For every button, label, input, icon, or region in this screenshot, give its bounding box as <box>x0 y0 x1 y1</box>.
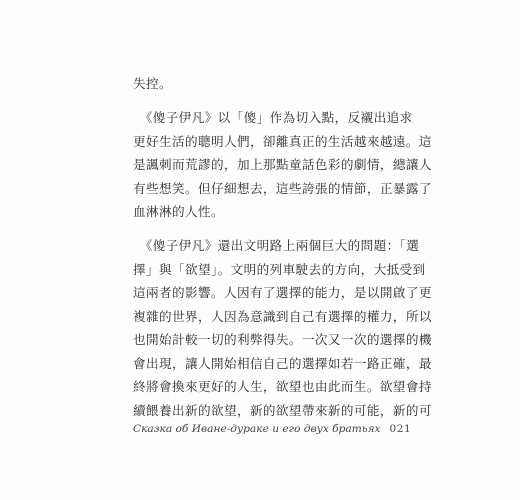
running-title: Сказка об Иване-дураке и его двух братьях <box>133 423 381 435</box>
body-text <box>133 72 432 422</box>
text-line: 複雜的世界，人因為意識到自己有選擇的權力，所以 <box>133 308 432 324</box>
text-line: 是諷刺而荒謬的，加上那點童話色彩的劇情，總讓人 <box>133 157 432 172</box>
text-line: 血淋淋的人性。 <box>133 204 224 219</box>
text-line: 有些想笑。但仔細想去，這些誇張的情節，正暴露了 <box>133 180 432 196</box>
paragraph-gap <box>133 224 388 235</box>
page-number: 021 <box>389 423 412 435</box>
text-line: 這兩者的影響。人因有了選擇的能力，是以開啟了更 <box>133 285 432 300</box>
page-footer <box>133 423 412 435</box>
text-line: 更好生活的聰明人們，卻離真正的生活越來越遠。這 <box>133 133 432 149</box>
text-line: 也開始計較一切的利弊得失。一次又一次的選擇的機 <box>133 332 432 347</box>
text-line: 續餵養出新的欲望，新的欲望帶來新的可能，新的可 <box>133 402 432 418</box>
text-line: 《傻子伊凡》還出文明路上兩個巨大的問題：「選 <box>133 238 420 253</box>
text-line: 終將會換來更好的人生，欲望也由此而生。欲望會持 <box>133 379 432 394</box>
text-line: 擇」與「欲望」。文明的列車駛去的方向，大抵受到 <box>133 261 426 277</box>
text-line: 失控。 <box>133 76 172 91</box>
text-line: 《傻子伊凡》以「傻」作為切入點，反襯出追求 <box>133 110 413 125</box>
paragraph-gap <box>133 96 388 107</box>
text-line: 會出現，讓人開始相信自己的選擇如若一路正確，最 <box>133 355 432 371</box>
